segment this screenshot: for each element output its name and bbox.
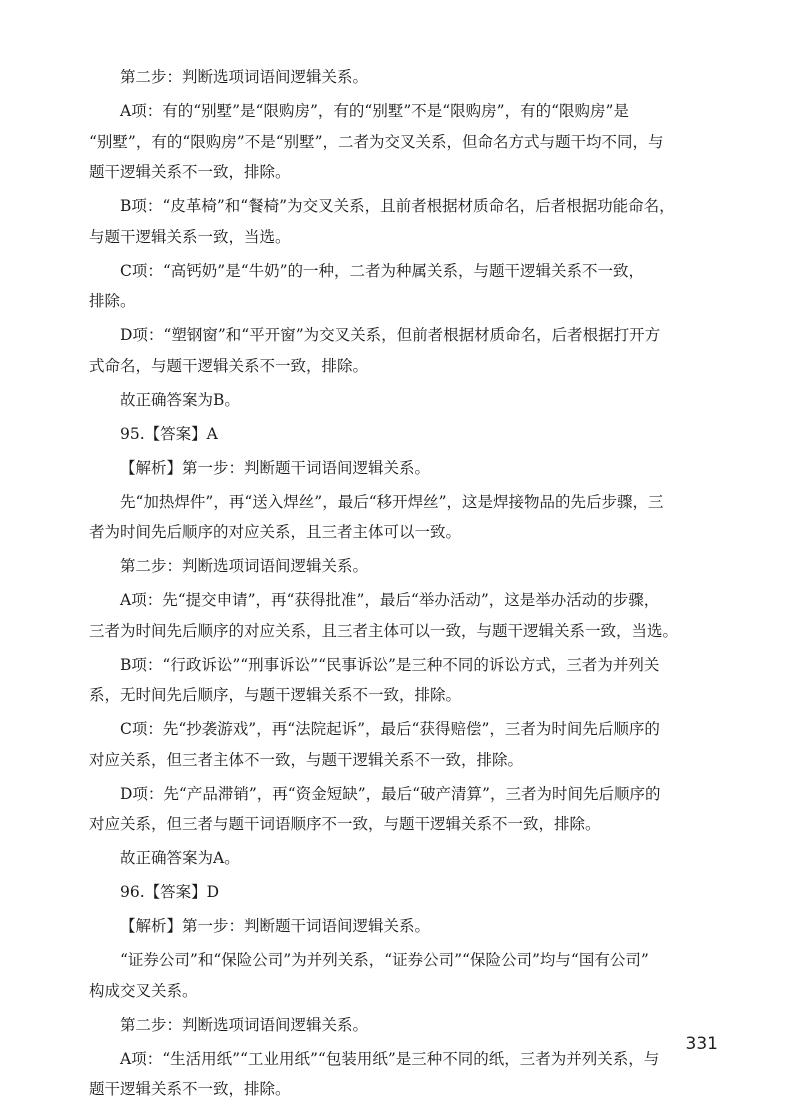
text-line: A项：先“提交申请”，再“获得批准”，最后“举办活动”，这是举办活动的步骤， xyxy=(120,591,660,609)
text-line: B项：“行政诉讼”“刑事诉讼”“民事诉讼”是三种不同的诉讼方式，三者为并列关 xyxy=(120,655,660,674)
text-line: 故正确答案为A。 xyxy=(120,849,240,867)
text-line: 对应关系，但三者与题干词语顺序不一致，与题干逻辑关系不一致，排除。 xyxy=(89,815,601,833)
text-line: 对应关系，但三者主体不一致，与题干逻辑关系不一致，排除。 xyxy=(89,750,524,769)
text-line: 者为时间先后顺序的对应关系，且三者主体可以一致。 xyxy=(89,523,462,541)
text-line: 题干逻辑关系不一致，排除。 xyxy=(89,163,291,181)
text-line: 三者为时间先后顺序的对应关系，且三者主体可以一致，与题干逻辑关系一致，当选。 xyxy=(89,621,679,640)
answer-heading: 96.【答案】D xyxy=(120,883,220,901)
text-line: “别墅”，有的“限购房”不是“别墅”，二者为交叉关系，但命名方式与题干均不同，与 xyxy=(89,132,664,151)
text-line: 第二步：判断选项词语间逻辑关系。 xyxy=(120,68,369,86)
text-line: 排除。 xyxy=(89,292,136,310)
text-line: 故正确答案为B。 xyxy=(120,390,240,409)
answer-heading: 95.【答案】A xyxy=(120,424,218,443)
text-line: C项：“高钙奶”是“牛奶”的一种，二者为种属关系，与题干逻辑关系不一致， xyxy=(120,261,645,280)
text-line: 第二步：判断选项词语间逻辑关系。 xyxy=(120,557,369,575)
text-line: 第二步：判断选项词语间逻辑关系。 xyxy=(120,1015,369,1034)
text-line: A项：“生活用纸”“工业用纸”“包装用纸”是三种不同的纸，三者为并列关系，与 xyxy=(120,1049,660,1068)
text-line: 式命名，与题干逻辑关系不一致，排除。 xyxy=(89,356,369,375)
text-line: “证券公司”和“保险公司”为并列关系，“证券公司”“保险公司”均与“国有公司” xyxy=(120,951,649,969)
text-line: 系，无时间先后顺序，与题干逻辑关系不一致，排除。 xyxy=(89,686,462,704)
text-line: 题干逻辑关系不一致，排除。 xyxy=(89,1080,291,1098)
text-line: D项：“塑钢窗”和“平开窗”为交叉关系，但前者根据材质命名，后者根据打开方 xyxy=(120,326,661,344)
text-line: 与题干逻辑关系一致，当选。 xyxy=(89,227,291,246)
text-line: A项：有的“别墅”是“限购房”，有的“别墅”不是“限购房”，有的“限购房”是 xyxy=(120,102,629,120)
analysis-heading: 【解析】第一步：判断题干词语间逻辑关系。 xyxy=(120,917,431,935)
text-line: 先“加热焊件”，再“送入焊丝”，最后“移开焊丝”，这是焊接物品的先后步骤，三 xyxy=(120,492,664,511)
text-line: B项：“皮革椅”和“餐椅”为交叉关系，且前者根据材质命名，后者根据功能命名， xyxy=(120,197,675,215)
page-number: 331 xyxy=(685,1034,718,1054)
text-line: 构成交叉关系。 xyxy=(89,981,198,1000)
analysis-heading: 【解析】第一步：判断题干词语间逻辑关系。 xyxy=(120,458,431,477)
text-line: C项：先“抄袭游戏”，再“法院起诉”，最后“获得赔偿”，三者为时间先后顺序的 xyxy=(120,720,660,738)
text-line: D项：先“产品滞销”，再“资金短缺”，最后“破产清算”，三者为时间先后顺序的 xyxy=(120,784,661,803)
page-body xyxy=(89,62,719,1105)
